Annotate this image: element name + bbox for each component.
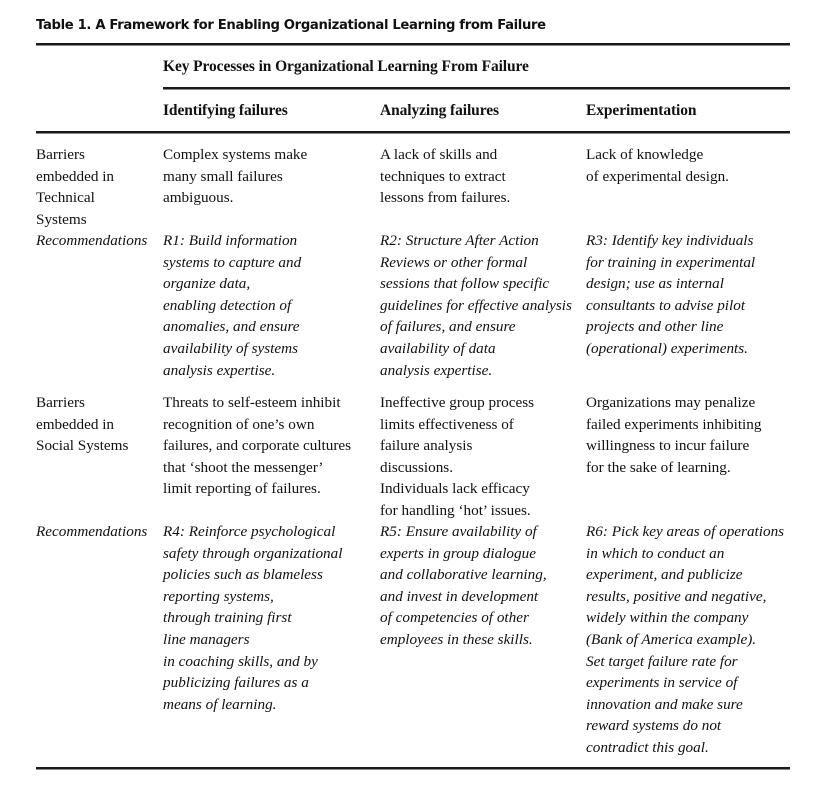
cell-recommendation-r1: R1: Build information systems to capture and organize data, enabling detection of anomalies, and ensure availability of systems analysis expertise. [163, 232, 302, 379]
bottom-rule [36, 767, 790, 770]
table-title: Table 1. A Framework for Enabling Organizational Learning from Failure [36, 18, 546, 33]
column-header-identifying: Identifying failures [163, 102, 288, 119]
top-rule [36, 43, 790, 46]
row-label-recommendations-social: Recommendations [36, 523, 148, 540]
column-header-analyzing: Analyzing failures [380, 102, 499, 119]
row-label-social-barriers: Barriers embedded in Social Systems [36, 394, 129, 455]
cell-technical-analyzing: A lack of skills and techniques to extract lessons from failures. [380, 146, 511, 207]
cell-recommendation-r4: R4: Reinforce psychological safety through organizational policies such as blameless reporting systems, through training first line managers in coaching skills, and by publicizing failures as a means of learning. [163, 523, 343, 713]
spanner-rule [163, 87, 790, 90]
cell-social-identifying: Threats to self-esteem inhibit recognition of one’s own failures, and corporate cultures that ‘shoot the messenger’ limit reporting of failures. [163, 394, 352, 498]
row-label-technical-barriers: Barriers embedded in Technical Systems [36, 146, 115, 228]
cell-technical-identifying: Complex systems make many small failures ambiguous. [163, 146, 308, 207]
cell-social-analyzing: Ineffective group process limits effectiveness of failure analysis discussions. Individuals lack efficacy for handling ‘hot’ issues. [380, 394, 535, 519]
cell-recommendation-r2: R2: Structure After Action Reviews or other formal sessions that follow specific guidelines for effective analysis of failures, and ensure availability of data analysis expertise. [380, 232, 572, 379]
row-label-recommendations-technical: Recommendations [36, 232, 148, 249]
spanner-header: Key Processes in Organizational Learning From Failure [163, 58, 529, 75]
cell-recommendation-r3: R3: Identify key individuals for training in experimental design; use as internal consultants to advise pilot projects and other line (operational) experiments. [586, 232, 756, 357]
cell-recommendation-r5: R5: Ensure availability of experts in group dialogue and collaborative learning, and invest in development of competencies of other employees in these skills. [380, 523, 547, 648]
cell-social-experimentation: Organizations may penalize failed experiments inhibiting willingness to incur failure for the sake of learning. [586, 394, 762, 476]
column-header-experimentation: Experimentation [586, 102, 697, 119]
cell-technical-experimentation: Lack of knowledge of experimental design. [586, 146, 729, 185]
cell-recommendation-r6: R6: Pick key areas of operations in which to conduct an experiment, and publicize results, positive and negative, widely within the company (Bank of America example). Set target failure rate for experiments in service of innovation and make sure reward systems do not contradict this goal. [586, 523, 785, 756]
header-rule [36, 131, 790, 134]
